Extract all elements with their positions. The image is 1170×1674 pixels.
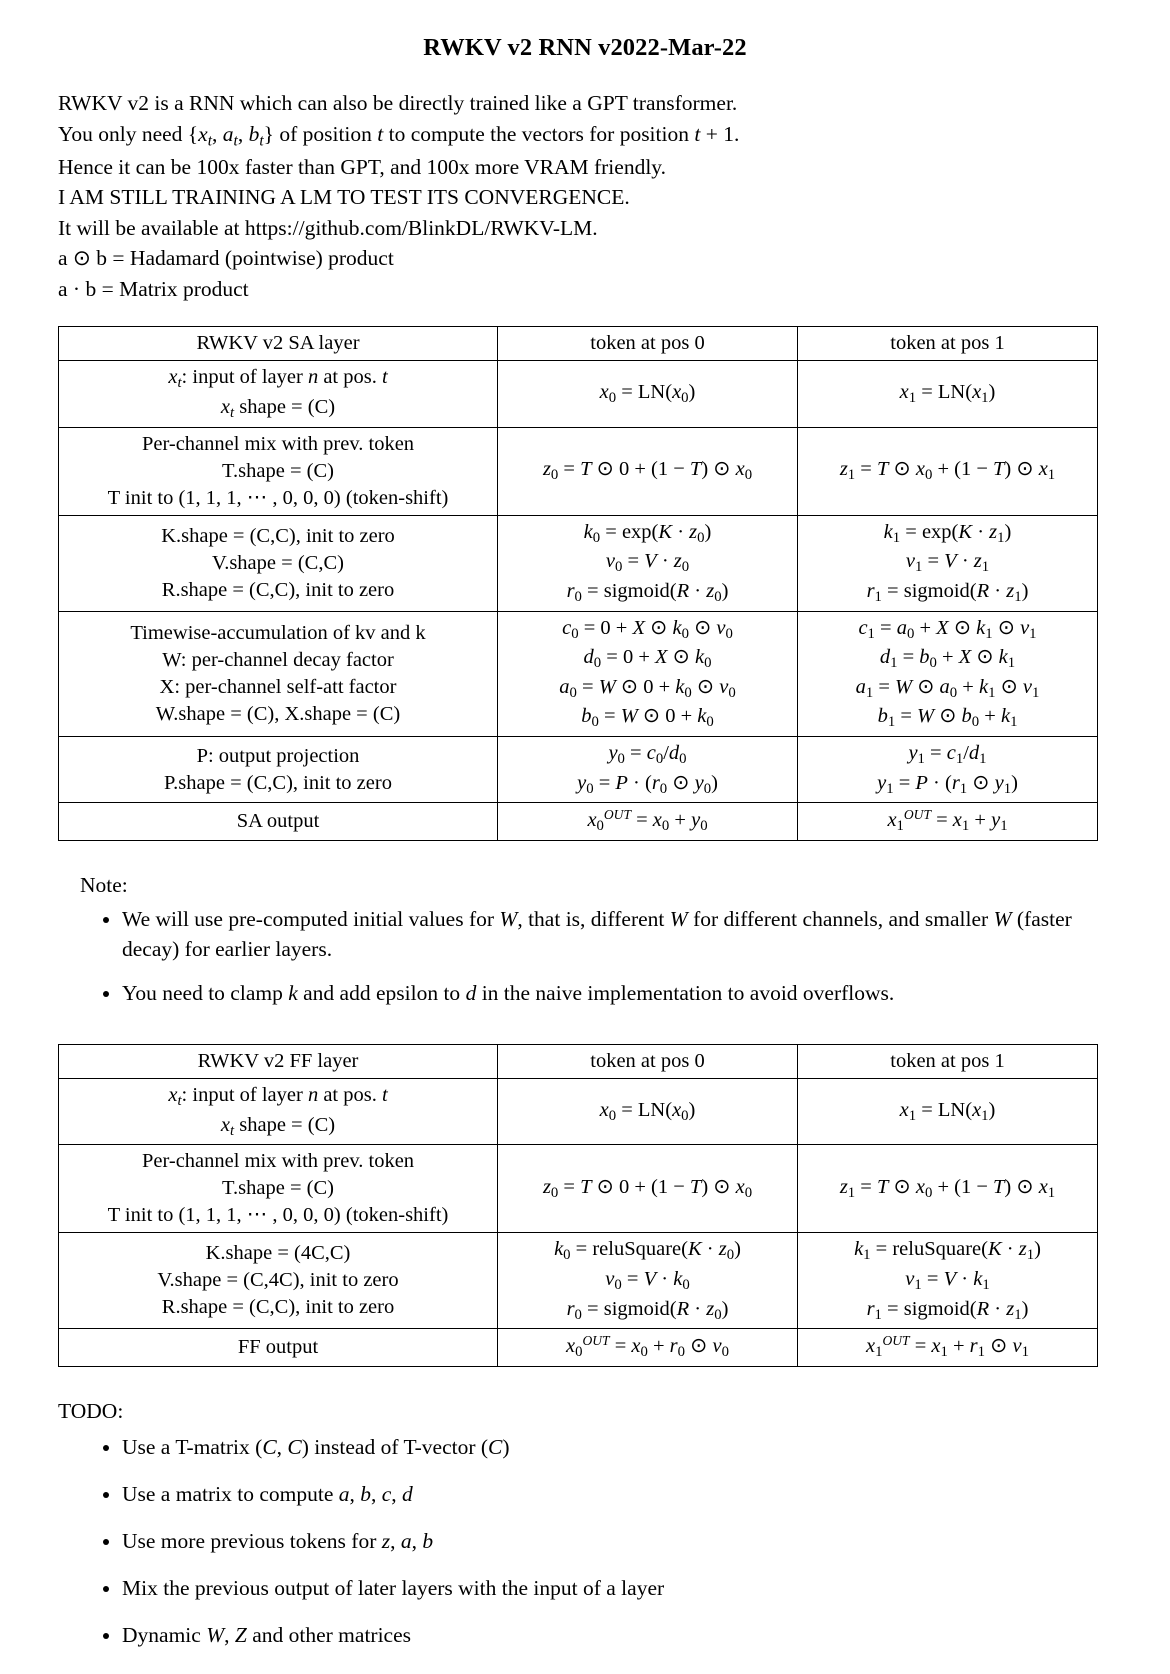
- sa-layer-table: [58, 326, 1098, 840]
- table-row: [59, 737, 1098, 803]
- sa-header-pos0: token at pos 0: [498, 327, 798, 361]
- table-row: [59, 361, 1098, 427]
- intro-line-1: RWKV v2 is a RNN which can also be directly trained like a GPT transformer.: [58, 91, 738, 115]
- list-item: • Mix the previous output of later layers with the input of a layer: [122, 1573, 1118, 1603]
- list-item: • We will use pre-computed initial values for W, that is, different W for different channels, and smaller W (faster decay) for earlier layers.: [122, 904, 1118, 964]
- sa-row3-desc: K.shape = (C,C), init to zero V.shape = (C,C) R.shape = (C,C), init to zero: [59, 515, 498, 611]
- sa-row1-desc: $x_t$: input of layer n at pos. t $x_t$ shape = (C): [59, 361, 498, 427]
- list-item: • Use more previous tokens for z, a, b: [122, 1526, 1118, 1556]
- sa-row4-desc: Timewise-accumulation of kv and k W: per-channel decay factor X: per-channel self-att factor W.shape = (C), X.shape = (C): [59, 611, 498, 736]
- ff-row3-pos0: $k_0$ = reluSquare(K · $z_0$) $v_0 = V \cdot k_0$ $r_0$ = sigmoid(R · $z_0$): [498, 1233, 798, 1329]
- list-item: • You need to clamp k and add epsilon to d in the naive implementation to avoid overflows.: [122, 978, 1118, 1008]
- sa-row5-pos1: $y_1 = c_1/d_1$ $y_1 = P \cdot (r_1$ ⊙ $y_1$): [798, 737, 1098, 803]
- list-item: • Use a T-matrix (C, C) instead of T-vector (C): [122, 1432, 1118, 1462]
- ff-header-pos0: token at pos 0: [498, 1044, 798, 1078]
- ff-row4-desc: FF output: [59, 1329, 498, 1366]
- ff-row1-pos0: $x_0 = LN(x_0)$: [498, 1078, 798, 1144]
- table-row: [59, 1145, 1098, 1233]
- table-header-row: [59, 1044, 1098, 1078]
- table-row: [59, 1078, 1098, 1144]
- sa-row1-pos1: $x_1 = LN(x_1)$: [798, 361, 1098, 427]
- todo-label: TODO:: [58, 1398, 124, 1423]
- intro-line-5: It will be available at https://github.com/BlinkDL/RWKV-LM.: [58, 215, 598, 240]
- intro-line-2: You only need {$x_t$, $a_t$, $b_t$} of position t to compute the vectors for position t + 1.: [58, 121, 740, 149]
- sa-row2-pos0: $z_0 = T$ ⊙ 0 + (1 − T) ⊙ $x_0$: [498, 427, 798, 515]
- intro-line-6: a ⊙ b = Hadamard (pointwise) product: [58, 246, 394, 271]
- ff-layer-table: [58, 1044, 1098, 1367]
- intro-paragraph: [52, 88, 1118, 304]
- ff-row1-pos1: $x_1 = LN(x_1)$: [798, 1078, 1098, 1144]
- intro-line-4: I AM STILL TRAINING A LM TO TEST ITS CONVERGENCE.: [58, 185, 630, 210]
- todo-list: [52, 1432, 1118, 1650]
- list-item: • Use a matrix to compute a, b, c, d: [122, 1479, 1118, 1509]
- sa-row6-pos1: $x_1^{OUT} = x_1 + y_1$: [798, 803, 1098, 840]
- sa-row3-pos1: $k_1 = \exp(K \cdot z_1)$ $v_1 = V \cdot z_1$ $r_1$ = sigmoid(R · $z_1$): [798, 515, 1098, 611]
- sa-header-layer: RWKV v2 SA layer: [59, 327, 498, 361]
- table-row: [59, 611, 1098, 736]
- sa-row3-pos0: $k_0 = \exp(K \cdot z_0)$ $v_0 = V \cdot z_0$ $r_0$ = sigmoid(R · $z_0$): [498, 515, 798, 611]
- intro-line-3: Hence it can be 100x faster than GPT, and 100x more VRAM friendly.: [58, 154, 667, 179]
- ff-header-pos1: token at pos 1: [798, 1044, 1098, 1078]
- table-row: [59, 427, 1098, 515]
- sa-row4-pos1: $c_1 = a_0 + X$ ⊙ $k_1$ ⊙ $v_1$ $d_1 = b_0 + X$ ⊙ $k_1$ $a_1 = W$ ⊙ $a_0 + k_1$ ⊙ $v_1$ $b_1 = W$ ⊙ $b_0 + k_1$: [798, 611, 1098, 736]
- sa-row5-pos0: $y_0 = c_0/d_0$ $y_0 = P \cdot (r_0$ ⊙ $y_0$): [498, 737, 798, 803]
- table-row: [59, 515, 1098, 611]
- note-list: [52, 904, 1118, 1008]
- sa-row2-pos1: $z_1 = T$ ⊙ $x_0 + (1 - T)$ ⊙ $x_1$: [798, 427, 1098, 515]
- sa-row2-desc: Per-channel mix with prev. token T.shape = (C) T init to (1, 1, 1, ⋯ , 0, 0, 0) (token-shift): [59, 427, 498, 515]
- list-item: • Dynamic W, Z and other matrices: [122, 1620, 1118, 1650]
- intro-line-7: a · b = Matrix product: [58, 276, 249, 301]
- sa-row6-desc: SA output: [59, 803, 498, 840]
- sa-header-pos1: token at pos 1: [798, 327, 1098, 361]
- ff-row2-desc: Per-channel mix with prev. token T.shape = (C) T init to (1, 1, 1, ⋯ , 0, 0, 0) (token-shift): [59, 1145, 498, 1233]
- ff-row4-pos1: $x_1^{OUT} = x_1 + r_1$ ⊙ $v_1$: [798, 1329, 1098, 1366]
- ff-row4-pos0: $x_0^{OUT} = x_0 + r_0$ ⊙ $v_0$: [498, 1329, 798, 1366]
- sa-row6-pos0: $x_0^{OUT} = x_0 + y_0$: [498, 803, 798, 840]
- ff-row2-pos1: $z_1 = T$ ⊙ $x_0 + (1 - T)$ ⊙ $x_1$: [798, 1145, 1098, 1233]
- table-row: [59, 1233, 1098, 1329]
- table-row: [59, 1329, 1098, 1366]
- ff-header-layer: RWKV v2 FF layer: [59, 1044, 498, 1078]
- page-title: RWKV v2 RNN v2022-Mar-22: [423, 34, 747, 61]
- table-row: [59, 803, 1098, 840]
- ff-row1-desc: $x_t$: input of layer n at pos. t $x_t$ shape = (C): [59, 1078, 498, 1144]
- note-label: Note:: [80, 872, 128, 897]
- sa-row5-desc: P: output projection P.shape = (C,C), init to zero: [59, 737, 498, 803]
- ff-row2-pos0: $z_0 = T$ ⊙ 0 + (1 − T) ⊙ $x_0$: [498, 1145, 798, 1233]
- ff-row3-desc: K.shape = (4C,C) V.shape = (C,4C), init to zero R.shape = (C,C), init to zero: [59, 1233, 498, 1329]
- sa-row1-pos0: $x_0 = LN(x_0)$: [498, 361, 798, 427]
- sa-row4-pos0: $c_0 = 0 + X$ ⊙ $k_0$ ⊙ $v_0$ $d_0 = 0 + X$ ⊙ $k_0$ $a_0 = W$ ⊙ $0 + k_0$ ⊙ $v_0$ $b_0 = W$ ⊙ $0 + k_0$: [498, 611, 798, 736]
- table-header-row: [59, 327, 1098, 361]
- ff-row3-pos1: $k_1$ = reluSquare(K · $z_1$) $v_1 = V \cdot k_1$ $r_1$ = sigmoid(R · $z_1$): [798, 1233, 1098, 1329]
